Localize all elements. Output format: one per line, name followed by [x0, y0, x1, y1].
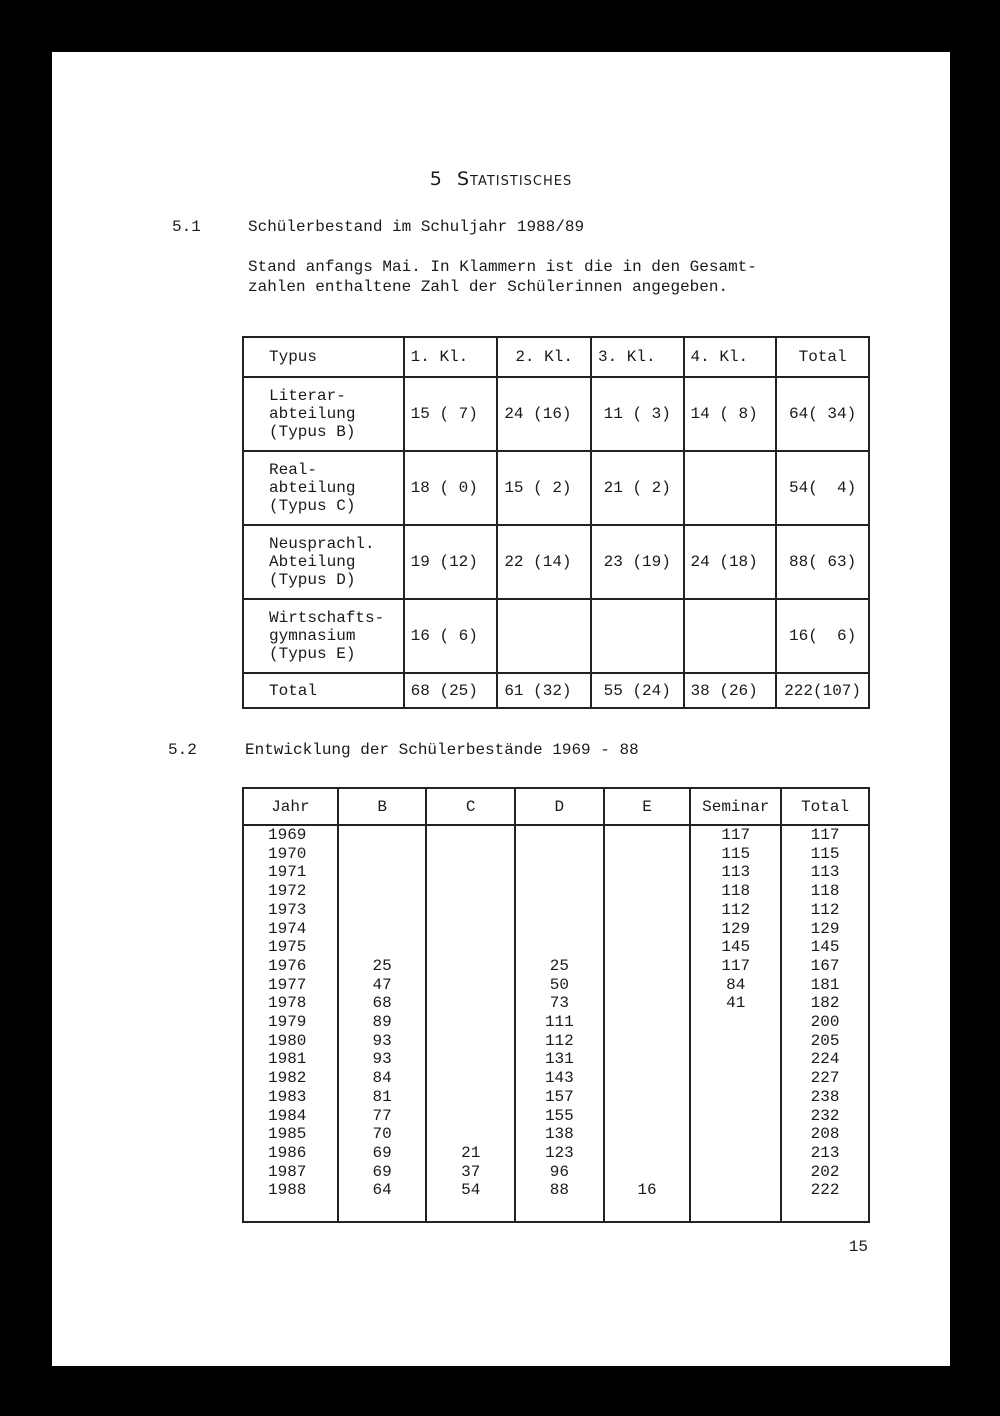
table-cell: 208 — [781, 1125, 869, 1144]
table-cell — [604, 957, 691, 976]
table-cell — [515, 938, 604, 957]
table-cell — [604, 994, 691, 1013]
table-row — [243, 1125, 869, 1144]
table-cell — [604, 1144, 691, 1163]
table-cell: 93 — [338, 1050, 427, 1069]
year-cell: 1969 — [243, 825, 338, 845]
table-cell: 202 — [781, 1163, 869, 1182]
table-cell: 93 — [338, 1032, 427, 1051]
table-cell: 118 — [781, 882, 869, 901]
table-cell: 182 — [781, 994, 869, 1013]
header-cell: E — [604, 788, 691, 825]
table-cell: 213 — [781, 1144, 869, 1163]
table-cell — [604, 938, 691, 957]
table-cell — [426, 1069, 515, 1088]
table-cell: 112 — [690, 901, 781, 920]
table-cell — [604, 901, 691, 920]
table-cell — [338, 825, 427, 845]
table-cell — [604, 863, 691, 882]
table-cell: 47 — [338, 976, 427, 995]
table-cell: 117 — [690, 957, 781, 976]
table-cell — [604, 976, 691, 995]
table-cell — [426, 1088, 515, 1107]
table-cell: 111 — [515, 1013, 604, 1032]
table-header-row — [243, 337, 869, 377]
table-row — [243, 825, 869, 845]
table-cell — [690, 1088, 781, 1107]
table-row — [243, 863, 869, 882]
table-cell — [604, 845, 691, 864]
table-cell — [515, 901, 604, 920]
table-cell — [338, 863, 427, 882]
year-cell: 1983 — [243, 1088, 338, 1107]
row-label: Total — [243, 673, 404, 708]
header-cell: D — [515, 788, 604, 825]
header-cell: Total — [781, 788, 869, 825]
year-cell: 1979 — [243, 1013, 338, 1032]
table-cell — [684, 451, 777, 525]
table-cell — [690, 1144, 781, 1163]
table-cell — [497, 599, 591, 673]
table-cell: 129 — [690, 920, 781, 939]
table-cell: 55 (24) — [591, 673, 684, 708]
table-cell: 21 ( 2) — [591, 451, 684, 525]
table-row — [243, 957, 869, 976]
table-cell: 232 — [781, 1107, 869, 1126]
table-cell — [338, 938, 427, 957]
year-cell: 1974 — [243, 920, 338, 939]
table-cell: 73 — [515, 994, 604, 1013]
table-cell: 205 — [781, 1032, 869, 1051]
table-cell — [338, 845, 427, 864]
table-cell — [426, 1032, 515, 1051]
table-cell — [426, 825, 515, 845]
table-cell — [684, 599, 777, 673]
year-cell: 1986 — [243, 1144, 338, 1163]
year-cell: 1987 — [243, 1163, 338, 1182]
enrollment-history-table — [242, 787, 870, 1223]
table-row — [243, 1069, 869, 1088]
table-cell: 113 — [690, 863, 781, 882]
table-cell: 115 — [781, 845, 869, 864]
header-cell: B — [338, 788, 427, 825]
table-cell: 88( 63) — [776, 525, 869, 599]
table-cell — [426, 1125, 515, 1144]
table-cell — [690, 1050, 781, 1069]
year-cell: 1970 — [243, 845, 338, 864]
table-cell: 200 — [781, 1013, 869, 1032]
table-cell: 25 — [338, 957, 427, 976]
table-cell — [604, 1088, 691, 1107]
table-cell: 19 (12) — [404, 525, 498, 599]
year-cell: 1980 — [243, 1032, 338, 1051]
heading-title: Statistisches — [456, 168, 573, 190]
table-cell: 24 (18) — [684, 525, 777, 599]
table-cell: 117 — [781, 825, 869, 845]
table-cell: 129 — [781, 920, 869, 939]
table-row — [243, 845, 869, 864]
table-cell — [604, 825, 691, 845]
year-cell: 1976 — [243, 957, 338, 976]
header-cell: C — [426, 788, 515, 825]
table-row — [243, 1050, 869, 1069]
table-row — [243, 920, 869, 939]
row-label: Literar- abteilung (Typus B) — [243, 377, 404, 451]
page-title — [52, 168, 950, 190]
section-5-1-number: 5.1 — [172, 218, 201, 236]
table-cell: 77 — [338, 1107, 427, 1126]
table-cell: 64( 34) — [776, 377, 869, 451]
table-cell: 54( 4) — [776, 451, 869, 525]
table-cell: 222 — [781, 1181, 869, 1222]
table-cell — [426, 863, 515, 882]
table-cell: 69 — [338, 1144, 427, 1163]
table-cell: 145 — [690, 938, 781, 957]
header-cell: 4. Kl. — [684, 337, 777, 377]
table-cell: 123 — [515, 1144, 604, 1163]
table-cell — [515, 863, 604, 882]
row-label: Neusprachl. Abteilung (Typus D) — [243, 525, 404, 599]
table-cell: 68 — [338, 994, 427, 1013]
table-cell — [604, 1163, 691, 1182]
table-cell: 145 — [781, 938, 869, 957]
table-cell — [426, 938, 515, 957]
row-label: Wirtschafts- gymnasium (Typus E) — [243, 599, 404, 673]
year-cell: 1985 — [243, 1125, 338, 1144]
section-5-1-text-line2: zahlen enthaltene Zahl der Schülerinnen angegeben. — [248, 278, 729, 296]
table-cell: 68 (25) — [404, 673, 498, 708]
table-cell: 118 — [690, 882, 781, 901]
table-cell — [426, 976, 515, 995]
table-cell: 115 — [690, 845, 781, 864]
table-cell — [338, 882, 427, 901]
year-cell: 1981 — [243, 1050, 338, 1069]
year-cell: 1978 — [243, 994, 338, 1013]
document-page — [52, 52, 950, 1366]
table-cell — [426, 1107, 515, 1126]
table-cell — [604, 1050, 691, 1069]
table-cell: 18 ( 0) — [404, 451, 498, 525]
table-row — [243, 994, 869, 1013]
header-cell: 2. Kl. — [497, 337, 591, 377]
table-row — [243, 451, 869, 525]
table-cell: 84 — [690, 976, 781, 995]
table-cell: 238 — [781, 1088, 869, 1107]
table-row — [243, 1032, 869, 1051]
table-cell: 54 — [426, 1181, 515, 1222]
table-cell — [690, 1069, 781, 1088]
table-row — [243, 599, 869, 673]
header-cell: Jahr — [243, 788, 338, 825]
table-cell: 37 — [426, 1163, 515, 1182]
table-cell — [515, 882, 604, 901]
table-row — [243, 1013, 869, 1032]
table-cell: 227 — [781, 1069, 869, 1088]
header-cell: Typus — [243, 337, 404, 377]
table-cell: 41 — [690, 994, 781, 1013]
total-row — [243, 673, 869, 708]
table-cell: 64 — [338, 1181, 427, 1222]
table-cell: 113 — [781, 863, 869, 882]
table-cell: 16 ( 6) — [404, 599, 498, 673]
header-cell: Seminar — [690, 788, 781, 825]
table-cell: 21 — [426, 1144, 515, 1163]
table-cell — [604, 1069, 691, 1088]
enrollment-table-1988 — [242, 336, 870, 709]
table-cell: 16 — [604, 1181, 691, 1222]
table-row — [243, 1181, 869, 1222]
table-cell — [426, 1013, 515, 1032]
table-cell: 81 — [338, 1088, 427, 1107]
table-cell — [426, 882, 515, 901]
table-cell — [604, 1032, 691, 1051]
table-cell — [604, 1013, 691, 1032]
table-cell: 24 (16) — [497, 377, 591, 451]
table-cell — [604, 1107, 691, 1126]
table-cell — [591, 599, 684, 673]
table-cell: 167 — [781, 957, 869, 976]
table-cell: 15 ( 2) — [497, 451, 591, 525]
table-cell: 181 — [781, 976, 869, 995]
table-cell: 112 — [781, 901, 869, 920]
table-cell — [690, 1013, 781, 1032]
table-cell: 138 — [515, 1125, 604, 1144]
table-cell: 16( 6) — [776, 599, 869, 673]
table-cell: 224 — [781, 1050, 869, 1069]
table-cell: 11 ( 3) — [591, 377, 684, 451]
table-row — [243, 1088, 869, 1107]
table-cell: 96 — [515, 1163, 604, 1182]
history-table-body — [243, 825, 869, 1222]
table-cell: 155 — [515, 1107, 604, 1126]
table-row — [243, 882, 869, 901]
table-cell — [690, 1032, 781, 1051]
table-cell: 22 (14) — [497, 525, 591, 599]
heading-number: 5 — [429, 168, 443, 190]
table-cell — [426, 1050, 515, 1069]
table-row — [243, 901, 869, 920]
table-cell: 14 ( 8) — [684, 377, 777, 451]
year-cell: 1984 — [243, 1107, 338, 1126]
table-cell: 89 — [338, 1013, 427, 1032]
table-cell: 131 — [515, 1050, 604, 1069]
page-number: 15 — [848, 1238, 868, 1256]
section-5-1-text-line1: Stand anfangs Mai. In Klammern ist die in den Gesamt- — [248, 258, 757, 276]
table-cell: 88 — [515, 1181, 604, 1222]
table-cell: 117 — [690, 825, 781, 845]
table-cell: 69 — [338, 1163, 427, 1182]
table-cell — [426, 957, 515, 976]
table-cell — [604, 920, 691, 939]
table-cell — [690, 1107, 781, 1126]
year-cell: 1973 — [243, 901, 338, 920]
table-cell — [426, 845, 515, 864]
table-cell — [690, 1181, 781, 1222]
table-cell — [515, 845, 604, 864]
table-cell: 50 — [515, 976, 604, 995]
table-cell — [690, 1125, 781, 1144]
table-row — [243, 976, 869, 995]
section-5-2-number: 5.2 — [168, 741, 197, 759]
table-cell: 25 — [515, 957, 604, 976]
table-cell — [426, 994, 515, 1013]
table-cell — [515, 825, 604, 845]
year-cell: 1982 — [243, 1069, 338, 1088]
year-cell: 1977 — [243, 976, 338, 995]
year-cell: 1972 — [243, 882, 338, 901]
section-5-1-title: Schülerbestand im Schuljahr 1988/89 — [248, 218, 585, 236]
table-cell: 61 (32) — [497, 673, 591, 708]
table-header-row — [243, 788, 869, 825]
header-cell: Total — [776, 337, 869, 377]
table-cell: 15 ( 7) — [404, 377, 498, 451]
table-cell — [604, 882, 691, 901]
table-cell — [338, 920, 427, 939]
table-cell — [690, 1163, 781, 1182]
table-cell: 222(107) — [776, 673, 869, 708]
table-row — [243, 1107, 869, 1126]
year-cell: 1988 — [243, 1181, 338, 1222]
table-cell: 84 — [338, 1069, 427, 1088]
table-cell — [515, 920, 604, 939]
table-cell: 38 (26) — [684, 673, 777, 708]
table-row — [243, 938, 869, 957]
table-cell: 157 — [515, 1088, 604, 1107]
table-row — [243, 525, 869, 599]
table-row — [243, 1144, 869, 1163]
year-cell: 1975 — [243, 938, 338, 957]
header-cell: 1. Kl. — [404, 337, 498, 377]
section-5-2-title: Entwicklung der Schülerbestände 1969 - 88 — [245, 741, 639, 759]
table-cell: 70 — [338, 1125, 427, 1144]
table-cell: 143 — [515, 1069, 604, 1088]
table-cell — [426, 920, 515, 939]
table-cell: 23 (19) — [591, 525, 684, 599]
row-label: Real- abteilung (Typus C) — [243, 451, 404, 525]
table-row — [243, 377, 869, 451]
table-cell — [426, 901, 515, 920]
table-cell — [604, 1125, 691, 1144]
table-row — [243, 1163, 869, 1182]
year-cell: 1971 — [243, 863, 338, 882]
header-cell: 3. Kl. — [591, 337, 684, 377]
table-cell — [338, 901, 427, 920]
table-cell: 112 — [515, 1032, 604, 1051]
